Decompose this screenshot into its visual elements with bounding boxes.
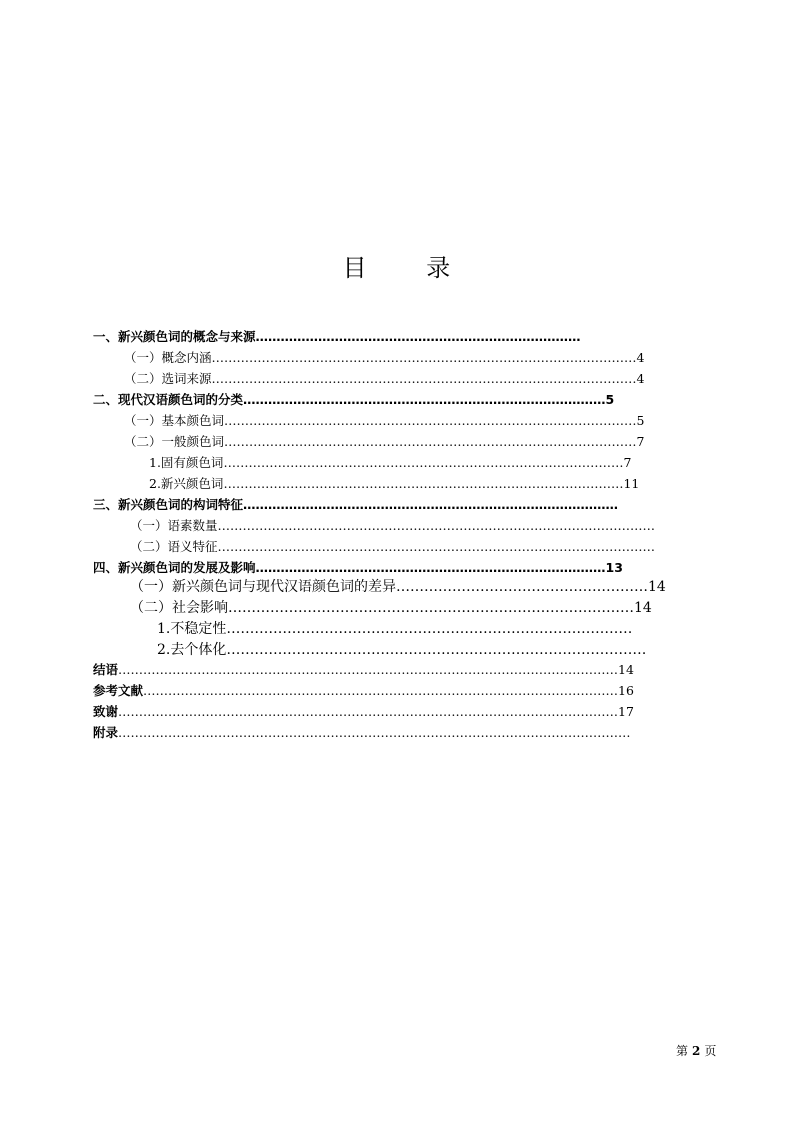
toc-entry-label: （二）语义特征: [130, 539, 218, 554]
toc-title: 目 录: [342, 254, 477, 282]
toc-leader-dots: …………………………………………………………………………………………………………: [118, 704, 619, 719]
toc-page-number: 7: [623, 455, 632, 470]
toc-entry[interactable]: [93, 702, 634, 722]
toc-entry-label: （二）社会影响: [130, 600, 228, 616]
toc-entry-label: （二）选词来源: [124, 371, 212, 386]
toc-leader-dots: …………………………………………………………………………………………: [211, 371, 637, 386]
toc-leader-dots: ……………………………………………………………………………………: [223, 476, 624, 491]
toc-entry-label: 附录: [93, 725, 119, 740]
toc-leader-dots: …………………………………………………………………………: [255, 560, 606, 575]
page-footer: [676, 1042, 716, 1059]
toc-page-number: 4: [636, 371, 645, 386]
toc-entry[interactable]: [93, 495, 618, 515]
toc-entry[interactable]: [149, 453, 631, 473]
toc-page-number: 11: [623, 476, 640, 491]
toc-leader-dots: ……………………………………………………………………………: [226, 621, 633, 637]
toc-entry[interactable]: [93, 390, 614, 410]
toc-leader-dots: ……………………………………………………………………………………: [223, 455, 624, 470]
toc-page-number: 14: [648, 579, 666, 595]
toc-page-number: 5: [636, 413, 645, 428]
footer-prefix: 第: [676, 1044, 689, 1058]
toc-leader-dots: ………………………………………………………………………………………: [224, 413, 637, 428]
toc-entry[interactable]: [93, 327, 581, 347]
toc-entry-label: 参考文献: [93, 683, 144, 698]
toc-page-number: 4: [636, 350, 645, 365]
toc-leader-dots: ……………………………………………………………………: [255, 329, 581, 344]
toc-entry[interactable]: [130, 598, 652, 618]
toc-page-number: 13: [605, 560, 623, 575]
toc-leader-dots: ………………………………………………: [396, 579, 648, 595]
toc-leader-dots: ……………………………………………………………………………………………: [217, 539, 656, 554]
toc-entry[interactable]: [130, 516, 655, 536]
toc-leader-dots: ……………………………………………………………………………: [228, 600, 634, 616]
toc-page-number: 5: [605, 392, 615, 407]
toc-entry[interactable]: [124, 432, 644, 452]
toc-entry[interactable]: [124, 411, 644, 431]
toc-entry-label: 2.新兴颜色词: [149, 476, 224, 491]
toc-leader-dots: ……………………………………………………………………………………………………………: [118, 725, 631, 740]
toc-page-number: 17: [618, 704, 634, 719]
toc-entry[interactable]: [157, 640, 646, 660]
toc-page-number: 14: [634, 600, 652, 616]
toc-leader-dots: ………………………………………………………………………………………: [224, 434, 637, 449]
toc-leader-dots: ……………………………………………………………………………………………………: [143, 683, 619, 698]
toc-entry[interactable]: [149, 474, 639, 494]
toc-entry-label: 四、新兴颜色词的发展及影响: [93, 560, 256, 575]
toc-entry-label: 1.固有颜色词: [149, 455, 224, 470]
toc-page-number: 7: [636, 434, 645, 449]
footer-suffix: 页: [704, 1044, 717, 1058]
toc-leader-dots: …………………………………………………………………………………………………………: [118, 662, 619, 677]
toc-leader-dots: ……………………………………………………………………………………………: [217, 518, 656, 533]
toc-entry-label: 致谢: [93, 704, 119, 719]
toc-entry[interactable]: [130, 577, 666, 597]
toc-leader-dots: ……………………………………………………………………………: [243, 392, 606, 407]
toc-entry[interactable]: [93, 558, 623, 578]
toc-entry-label: 二、现代汉语颜色词的分类: [93, 392, 244, 407]
toc-entry-label: （一）概念内涵: [124, 350, 212, 365]
toc-page-number: 14: [618, 662, 634, 677]
toc-entry[interactable]: [93, 723, 631, 743]
toc-entry[interactable]: [124, 348, 644, 368]
toc-leader-dots: ………………………………………………………………………………: [226, 642, 647, 658]
toc-entry[interactable]: [93, 660, 634, 680]
toc-entry[interactable]: [124, 369, 644, 389]
toc-entry[interactable]: [93, 681, 634, 701]
toc-entry[interactable]: [130, 537, 655, 557]
toc-entry-label: （一）基本颜色词: [124, 413, 225, 428]
toc-entry-label: 结语: [93, 662, 119, 677]
toc-entry-label: 三、新兴颜色词的构词特征: [93, 497, 244, 512]
toc-entry-label: （一）语素数量: [130, 518, 218, 533]
toc-page-number: 16: [618, 683, 634, 698]
footer-page-number: 2: [692, 1044, 701, 1058]
toc-entry-label: （二）一般颜色词: [124, 434, 225, 449]
toc-entry[interactable]: [157, 619, 632, 639]
toc-entry-label: 一、新兴颜色词的概念与来源: [93, 329, 256, 344]
toc-entry-label: 2.去个体化: [157, 642, 227, 658]
toc-leader-dots: ………………………………………………………………………………: [243, 497, 619, 512]
toc-leader-dots: …………………………………………………………………………………………: [211, 350, 637, 365]
toc-entry-label: （一）新兴颜色词与现代汉语颜色词的差异: [130, 579, 396, 595]
toc-entry-label: 1.不稳定性: [157, 621, 227, 637]
